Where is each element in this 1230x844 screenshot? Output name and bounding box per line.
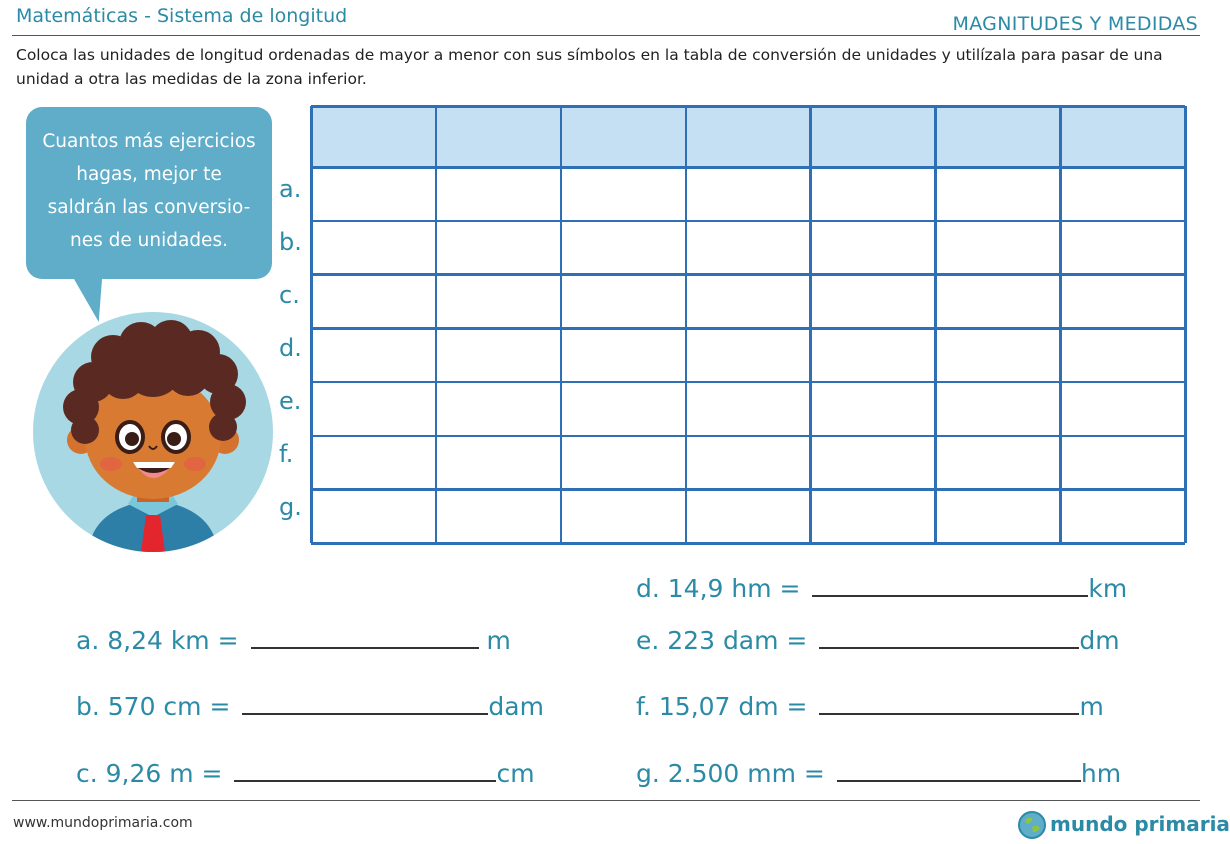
answer-blank[interactable] bbox=[837, 758, 1081, 782]
bubble-line: nes de unidades. bbox=[70, 230, 228, 251]
table-cell[interactable] bbox=[688, 384, 809, 434]
table-cell[interactable] bbox=[313, 491, 434, 541]
exercise-prompt: b. 570 cm = bbox=[76, 692, 231, 721]
table-row-line bbox=[311, 542, 1185, 545]
bubble-line: hagas, mejor te bbox=[76, 164, 222, 185]
footer-url[interactable]: www.mundoprimaria.com bbox=[13, 815, 193, 831]
table-cell[interactable] bbox=[688, 491, 809, 541]
table-cell[interactable] bbox=[438, 223, 559, 273]
answer-blank[interactable] bbox=[812, 573, 1088, 597]
table-cell[interactable] bbox=[438, 276, 559, 326]
table-cell[interactable] bbox=[937, 330, 1058, 380]
exercise-prompt: e. 223 dam = bbox=[636, 626, 808, 655]
table-cell[interactable] bbox=[313, 438, 434, 488]
table-cell[interactable] bbox=[313, 330, 434, 380]
exercise-a bbox=[76, 625, 511, 655]
table-cell[interactable] bbox=[688, 169, 809, 219]
exercise-prompt: c. 9,26 m = bbox=[76, 759, 223, 788]
row-label-b: b. bbox=[279, 228, 302, 256]
table-cell[interactable] bbox=[563, 169, 684, 219]
globe-icon bbox=[1017, 810, 1047, 840]
table-cell[interactable] bbox=[1062, 330, 1183, 380]
brand-name: mundo primaria bbox=[1050, 812, 1230, 836]
unit-conversion-table bbox=[311, 106, 1185, 543]
section-title: MAGNITUDES Y MEDIDAS bbox=[952, 13, 1198, 35]
table-cell[interactable] bbox=[812, 438, 933, 488]
exercise-unit: m bbox=[1079, 692, 1104, 721]
exercise-d bbox=[636, 573, 1127, 603]
table-cell[interactable] bbox=[812, 330, 933, 380]
table-cell[interactable] bbox=[563, 491, 684, 541]
exercise-unit: hm bbox=[1080, 759, 1122, 788]
answer-blank[interactable] bbox=[251, 625, 479, 649]
exercise-g bbox=[636, 758, 1121, 788]
exercise-unit: km bbox=[1088, 574, 1128, 603]
table-cell[interactable] bbox=[937, 169, 1058, 219]
table-cell[interactable] bbox=[688, 223, 809, 273]
answer-blank[interactable] bbox=[819, 625, 1079, 649]
table-cell[interactable] bbox=[313, 384, 434, 434]
table-cell[interactable] bbox=[1062, 384, 1183, 434]
table-cell[interactable] bbox=[812, 491, 933, 541]
table-cell[interactable] bbox=[438, 491, 559, 541]
row-label-d: d. bbox=[279, 334, 302, 362]
table-cell[interactable] bbox=[1062, 491, 1183, 541]
row-label-f: f. bbox=[279, 440, 294, 468]
bubble-line: saldrán las conversio- bbox=[47, 197, 251, 218]
instructions: Coloca las unidades de longitud ordenadas de mayor a menor con sus símbolos en la tabla de conversión de unidades y utilízala para pasar de una unidad a otra las medidas de la zona inferior. bbox=[16, 46, 1163, 88]
row-label-a: a. bbox=[279, 175, 302, 203]
exercise-prompt: f. 15,07 dm = bbox=[636, 692, 808, 721]
table-cell[interactable] bbox=[812, 223, 933, 273]
row-label-g: g. bbox=[279, 493, 302, 521]
page-title: Matemáticas - Sistema de longitud bbox=[16, 5, 348, 27]
exercise-unit: cm bbox=[496, 759, 535, 788]
table-cell[interactable] bbox=[313, 169, 434, 219]
exercise-e bbox=[636, 625, 1120, 655]
table-cell[interactable] bbox=[563, 438, 684, 488]
table-cell[interactable] bbox=[438, 169, 559, 219]
table-cell[interactable] bbox=[563, 384, 684, 434]
answer-blank[interactable] bbox=[819, 691, 1079, 715]
exercise-unit: m bbox=[486, 626, 511, 655]
exercise-b bbox=[76, 691, 544, 721]
table-cell[interactable] bbox=[812, 169, 933, 219]
table-cell[interactable] bbox=[1062, 223, 1183, 273]
exercise-c bbox=[76, 758, 535, 788]
table-cell[interactable] bbox=[937, 223, 1058, 273]
answer-blank[interactable] bbox=[234, 758, 496, 782]
table-row-line bbox=[311, 105, 1185, 108]
table-cell[interactable] bbox=[937, 438, 1058, 488]
table-cell[interactable] bbox=[313, 276, 434, 326]
table-cell[interactable] bbox=[313, 223, 434, 273]
exercise-prompt: g. 2.500 mm = bbox=[636, 759, 825, 788]
table-cell[interactable] bbox=[688, 330, 809, 380]
table-cell[interactable] bbox=[937, 491, 1058, 541]
exercise-unit: dm bbox=[1079, 626, 1120, 655]
answer-blank[interactable] bbox=[242, 691, 488, 715]
boy-avatar-illustration bbox=[33, 312, 273, 552]
table-cell[interactable] bbox=[563, 276, 684, 326]
table-cell[interactable] bbox=[563, 330, 684, 380]
table-column-line bbox=[1184, 106, 1187, 543]
exercise-prompt: d. 14,9 hm = bbox=[636, 574, 801, 603]
header-divider bbox=[12, 35, 1200, 36]
table-cell[interactable] bbox=[812, 276, 933, 326]
table-cell[interactable] bbox=[1062, 438, 1183, 488]
exercise-unit: dam bbox=[488, 692, 544, 721]
table-cell[interactable] bbox=[438, 438, 559, 488]
table-cell[interactable] bbox=[688, 276, 809, 326]
brand-logo[interactable] bbox=[1017, 810, 1230, 840]
table-cell[interactable] bbox=[438, 330, 559, 380]
table-cell[interactable] bbox=[937, 384, 1058, 434]
bubble-line: Cuantos más ejercicios bbox=[42, 131, 256, 152]
speech-bubble bbox=[26, 107, 272, 279]
table-cell[interactable] bbox=[1062, 276, 1183, 326]
table-cell[interactable] bbox=[563, 223, 684, 273]
row-label-e: e. bbox=[279, 387, 302, 415]
table-cell[interactable] bbox=[688, 438, 809, 488]
table-cell[interactable] bbox=[1062, 169, 1183, 219]
table-header-row bbox=[311, 106, 1185, 167]
exercise-f bbox=[636, 691, 1104, 721]
exercise-prompt: a. 8,24 km = bbox=[76, 626, 239, 655]
table-cell[interactable] bbox=[438, 384, 559, 434]
row-label-c: c. bbox=[279, 281, 300, 309]
table-cell[interactable] bbox=[937, 276, 1058, 326]
footer-divider bbox=[12, 800, 1200, 801]
table-cell[interactable] bbox=[812, 384, 933, 434]
